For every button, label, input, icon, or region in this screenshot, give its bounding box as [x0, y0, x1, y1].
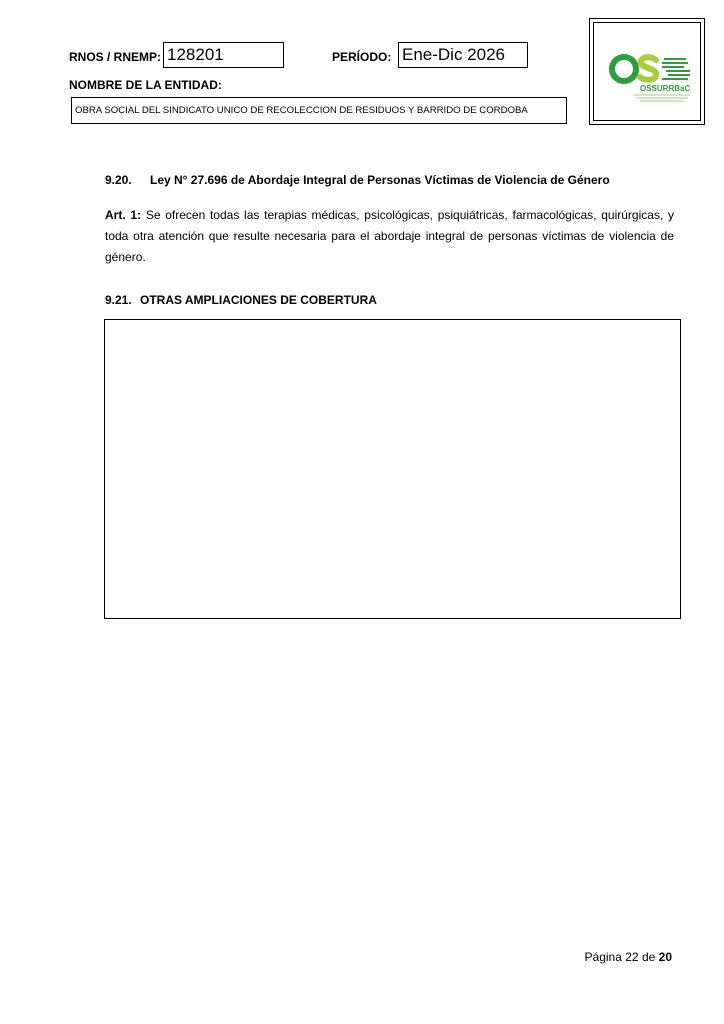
coverage-extensions-box: [104, 319, 681, 619]
article-1-paragraph: [105, 205, 674, 268]
logo-wordmark: OSSURRBaC: [640, 84, 691, 93]
page-of: de: [641, 950, 656, 964]
logo-frame: [589, 18, 705, 125]
logo-inner-frame: [593, 22, 701, 121]
entidad-label: NOMBRE DE LA ENTIDAD:: [69, 78, 222, 92]
page-total: 20: [658, 950, 672, 964]
ossurrbac-logo: [594, 23, 702, 122]
article-1-label: Art. 1:: [105, 208, 142, 222]
section-920-number: 9.20.: [105, 173, 132, 187]
section-920-title: Ley N° 27.696 de Abordaje Integral de Personas Víctimas de Violencia de Género: [150, 173, 610, 187]
page-word: Página: [584, 950, 622, 964]
article-1-text: Se ofrecen todas las terapias médicas, psicológicas, psiquiátricas, farmacológicas, quirúrgicas, y toda otra atención que resulte necesaria para el abordaje integral de personas víctimas de violencia de género.: [105, 208, 674, 264]
rnos-label: RNOS / RNEMP:: [69, 50, 162, 64]
periodo-label: PERÍODO:: [332, 50, 392, 64]
page-number: [585, 950, 672, 964]
periodo-value-field: Ene-Dic 2026: [398, 42, 528, 68]
section-921-title: OTRAS AMPLIACIONES DE COBERTURA: [140, 293, 377, 307]
entidad-value-field: OBRA SOCIAL DEL SINDICATO UNICO DE RECOLECCION DE RESIDUOS Y BARRIDO DE CORDOBA: [71, 97, 567, 124]
page-current: 22: [625, 950, 639, 964]
section-921-number: 9.21.: [105, 293, 132, 307]
rnos-value-field: 128201: [163, 42, 284, 68]
